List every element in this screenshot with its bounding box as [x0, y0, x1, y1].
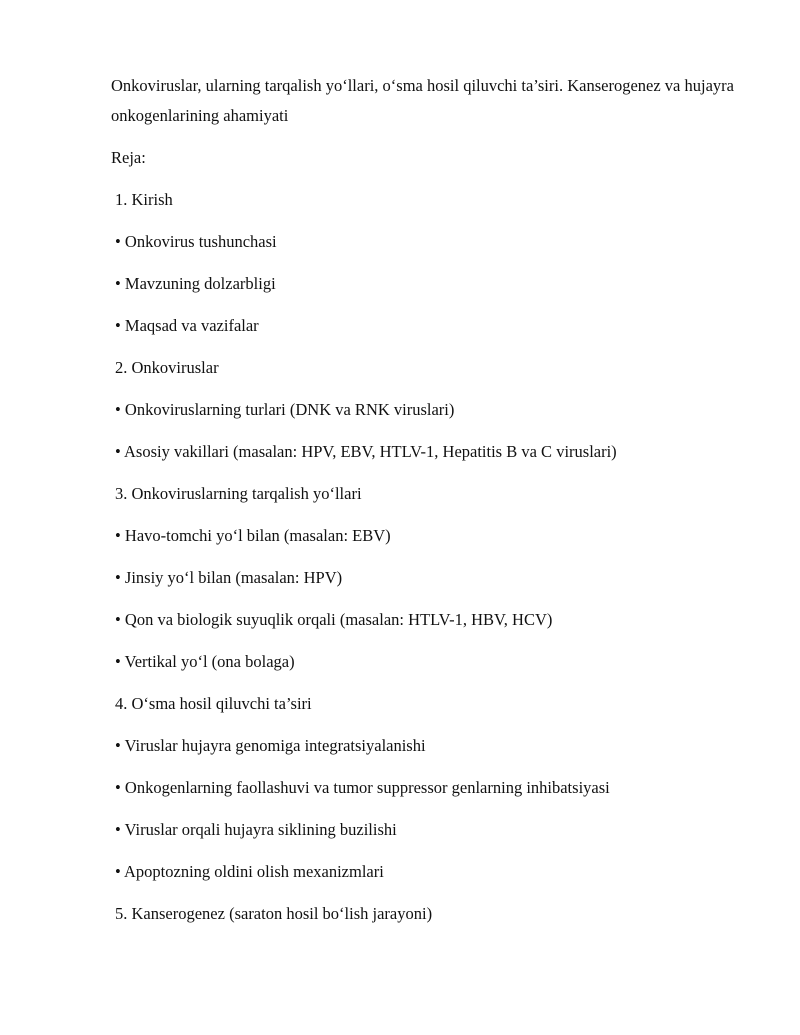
outline-item: • Jinsiy yo‘l bilan (masalan: HPV) — [115, 568, 343, 587]
outline-item: • Mavzuning dolzarbligi — [115, 274, 276, 293]
outline-item: • Maqsad va vazifalar — [115, 316, 259, 335]
outline-item: • Onkoviruslarning turlari (DNK va RNK viruslari) — [115, 400, 455, 419]
outline-item: • Apoptozning oldini olish mexanizmlari — [115, 862, 384, 881]
outline-item: • Asosiy vakillari (masalan: HPV, EBV, HTLV-1, Hepatitis B va C viruslari) — [115, 442, 617, 461]
document-title: Onkoviruslar, ularning tarqalish yo‘llari, o‘sma hosil qiluvchi ta’siri. Kanserogenez va hujayra onkogenlarining ahamiyati — [111, 76, 734, 125]
outline-item: • Viruslar hujayra genomiga integratsiyalanishi — [115, 736, 426, 755]
outline-item: • Viruslar orqali hujayra siklining buzilishi — [115, 820, 397, 839]
outline-item: 2. Onkoviruslar — [115, 358, 219, 377]
outline-item: 4. O‘sma hosil qiluvchi ta’siri — [115, 694, 312, 713]
plan-label: Reja: — [111, 148, 146, 167]
outline-item: 3. Onkoviruslarning tarqalish yo‘llari — [115, 484, 362, 503]
outline-item: • Qon va biologik suyuqlik orqali (masalan: HTLV-1, HBV, HCV) — [115, 610, 553, 629]
outline-item: • Havo-tomchi yo‘l bilan (masalan: EBV) — [115, 526, 391, 545]
outline-item: 5. Kanserogenez (saraton hosil bo‘lish jarayoni) — [115, 904, 433, 923]
outline-item: • Onkovirus tushunchasi — [115, 232, 277, 251]
outline-item: • Vertikal yo‘l (ona bolaga) — [115, 652, 295, 671]
outline-item: 1. Kirish — [115, 190, 173, 209]
plan-outline — [115, 188, 617, 944]
outline-item: • Onkogenlarning faollashuvi va tumor suppressor genlarning inhibatsiyasi — [115, 778, 610, 797]
